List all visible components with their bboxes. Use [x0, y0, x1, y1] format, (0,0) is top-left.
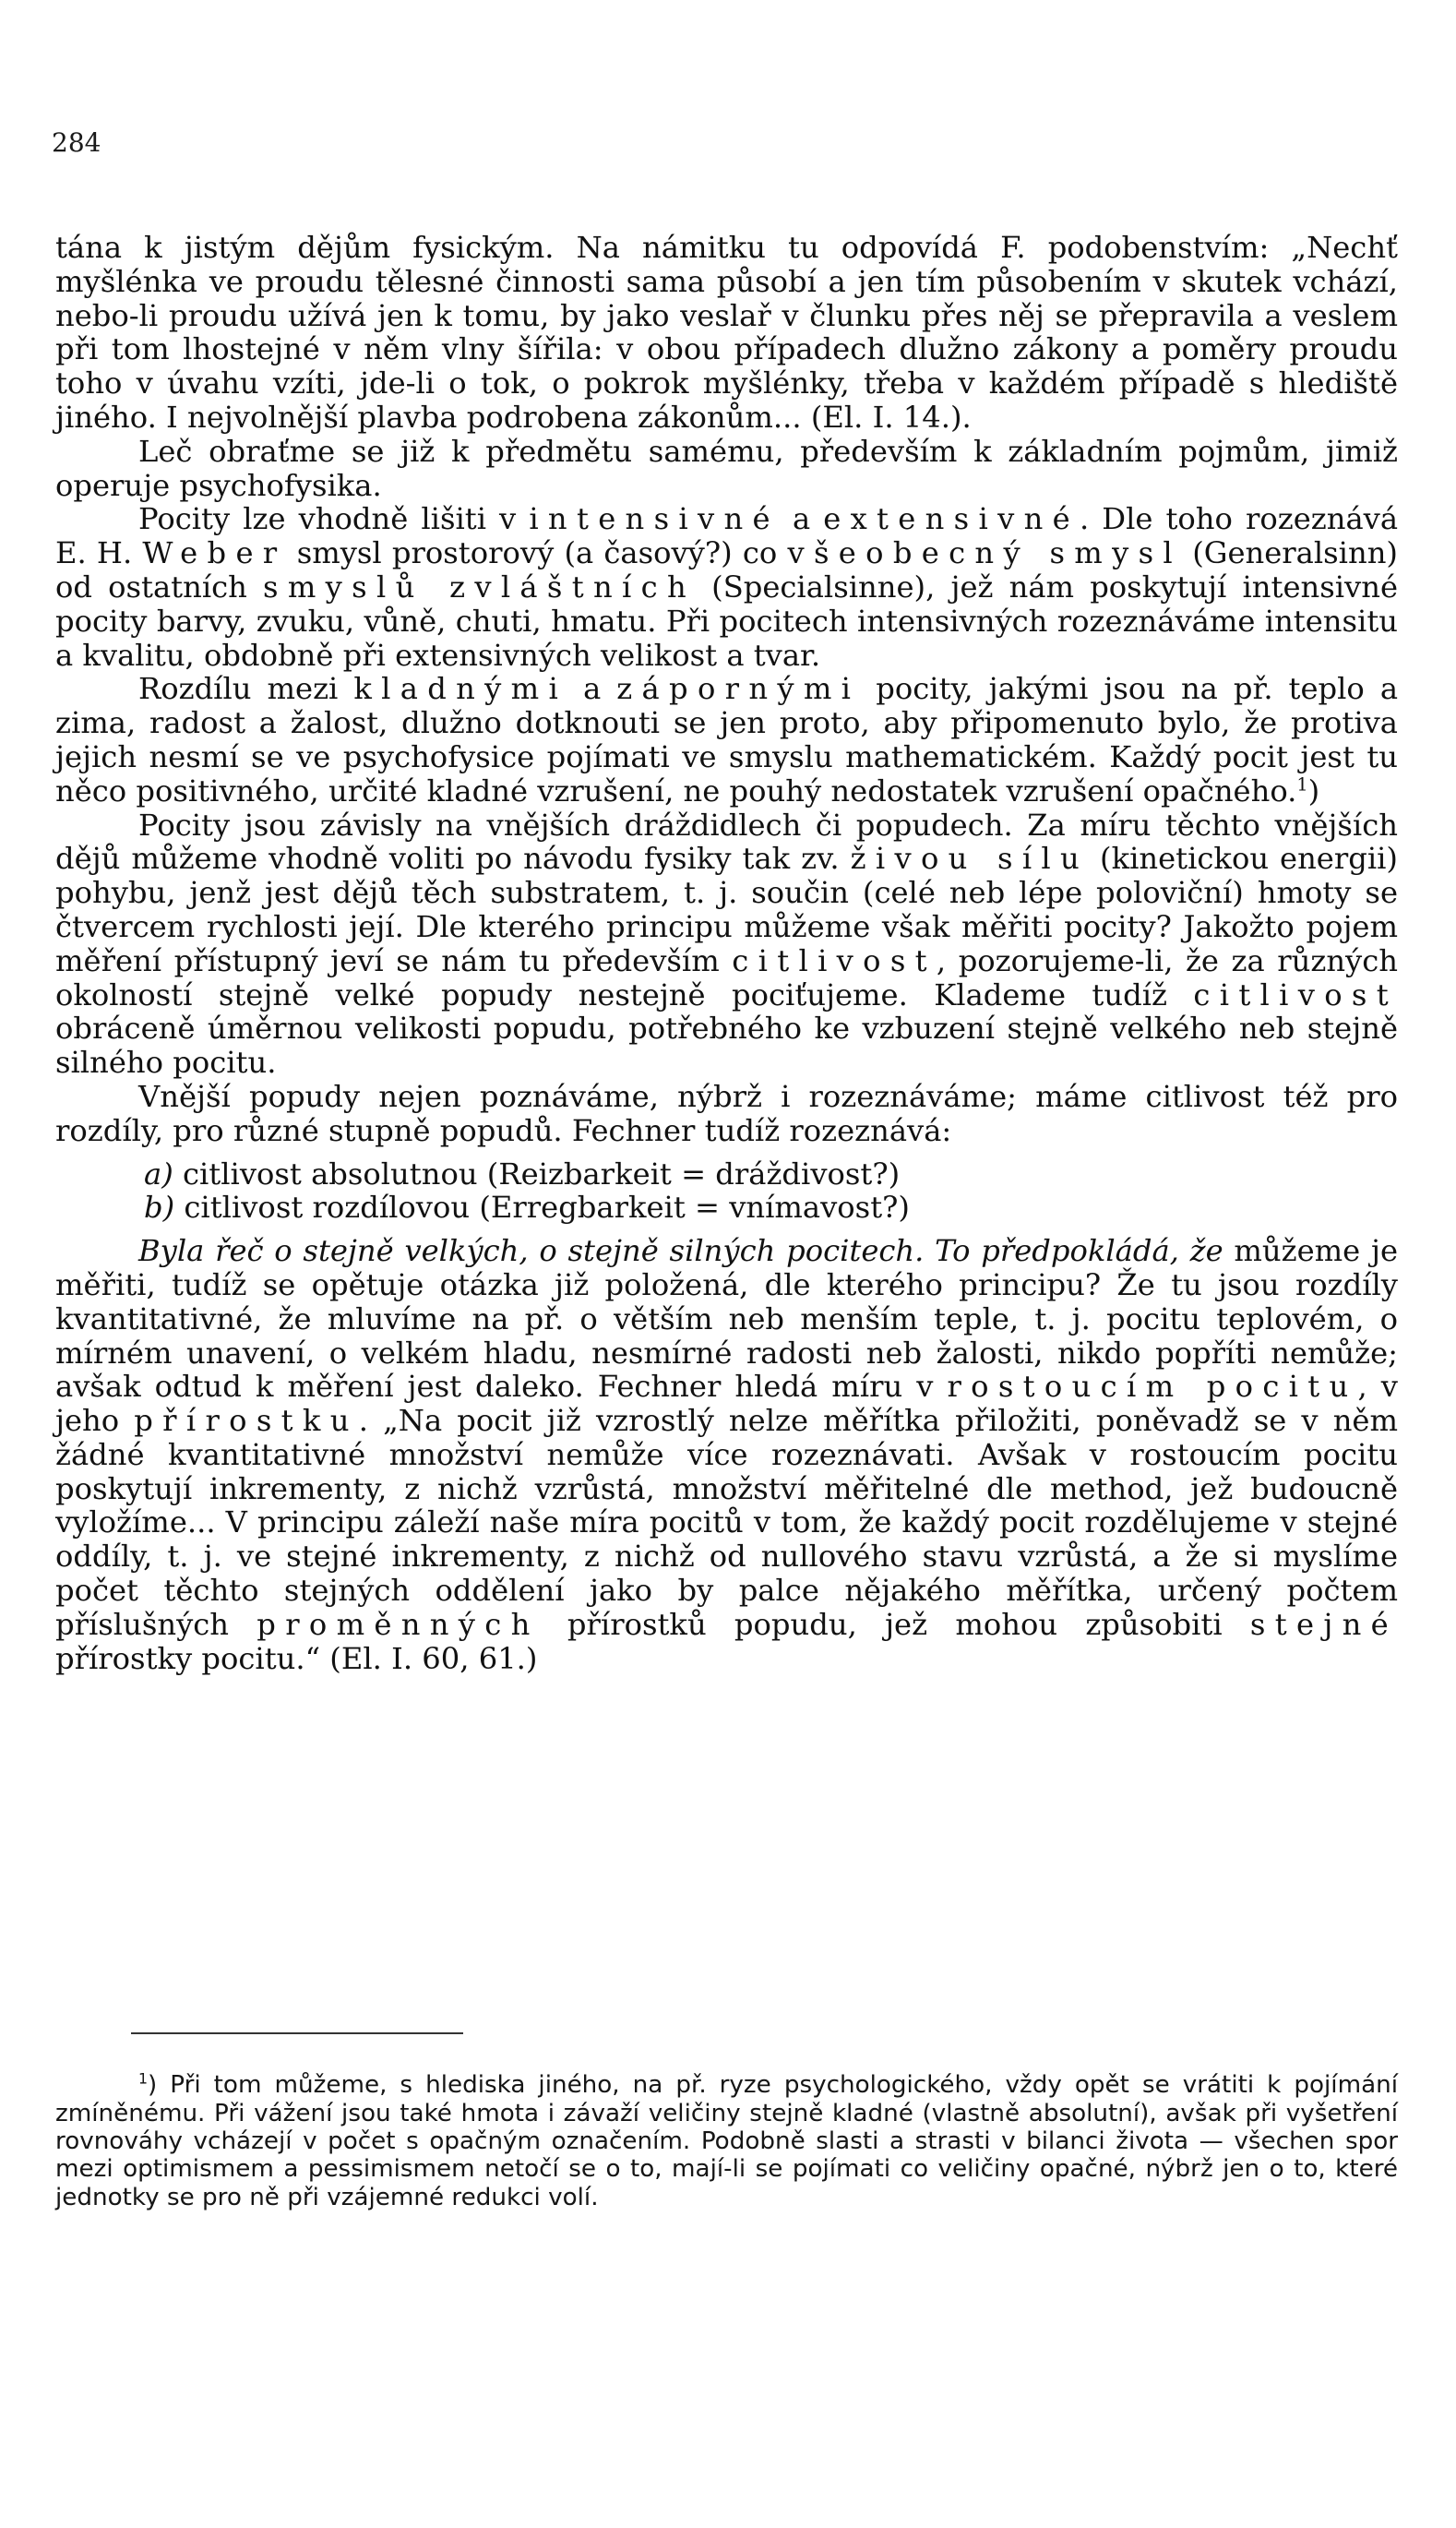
- text-run: pocity, jakými jsou na př. teplo a zima, radost a žalost, dlužno dotknouti se jen proto, aby připomenuto bylo, že protiva jejich nesmí se ve psychofysice pojímati ve smyslu mathematickém. Každý pocit jest tu něco positivného, určité kladné vzrušení, ne pouhý nedostatek vzrušení opačného.: [55, 671, 1399, 809]
- spaced-term: zápornými: [616, 671, 861, 707]
- text-run: Rozdílu mezi: [138, 671, 354, 707]
- list-marker: b): [144, 1190, 175, 1226]
- footnote-divider: [131, 2032, 463, 2034]
- text-run: , v jeho: [55, 1369, 1398, 1439]
- paragraph-4: [55, 672, 1398, 808]
- paragraph-3: [55, 502, 1398, 672]
- text-run: přírostky pocitu.“ (El. I. 60, 61.): [55, 1640, 538, 1676]
- spaced-term: citlivost: [1193, 976, 1398, 1012]
- list-item: [144, 1157, 1398, 1192]
- spaced-term: stejné: [1249, 1606, 1398, 1642]
- page-number: 284: [52, 127, 101, 158]
- spaced-term: extensivné: [823, 501, 1080, 537]
- text-run: a: [779, 501, 824, 537]
- text-run: můžeme je měřiti, tudíž se opětuje otázka již položená, dle kterého principu? Že tu jsou rozdíly kvantitativné, že mluvíme na př. o větším neb menším teple, t. j. pocitu teplovém, o mírném unavení, o velkém hladu, nesmírné radosti neb žalosti, nikdo popříti nemůže; avšak odtud k měření jest daleko. Fechner hledá míru v: [55, 1233, 1398, 1405]
- text-run: (Specialsinne), jež nám poskytují intensivné pocity barvy, zvuku, vůně, chuti, hmatu. Při pocitech intensivných rozeznáváme intensitu a kvalitu, obdobně při extensivných velikost a tvar.: [55, 569, 1398, 673]
- paragraph-2: Leč obraťme se již k předmětu samému, především k základním pojmům, jimiž operuje psychofysika.: [55, 433, 1398, 503]
- paragraph-7: [55, 1234, 1398, 1675]
- paragraph-5: [55, 809, 1398, 1080]
- spaced-term: proměnných: [257, 1606, 540, 1642]
- footnote: [55, 2071, 1398, 2211]
- paragraph-1: tána k jistým dějům fysickým. Na námitku tu odpovídá F. podobenstvím: „Nechť myšlénka ve proudu tělesné činnosti sama působí a jen tím působením v skutek vchází, nebo-li proudu užívá jen k tomu, by jako veslař v člunku přes něj se přepravila a veslem při tom lhostejné v něm vlny šířila: v obou případech dlužno zákony a poměry proudu toho v úvahu vzíti, jde-li o tok, o pokrok myšlénky, třeba v každém případě s hlediště jiného. I nejvolnější plavba podrobena zákonům... (El. I. 14.).: [55, 230, 1398, 435]
- text-run: a: [567, 671, 617, 707]
- italic-text: Byla řeč o stejně velkých, o stejně silných pocitech. To předpokládá, že: [138, 1233, 1223, 1269]
- text-run: (Generalsinn) od ostatních: [55, 535, 1398, 605]
- spaced-term: živou sílu: [850, 841, 1090, 877]
- spaced-term: smyslů zvláštních: [263, 569, 696, 605]
- text-run: (kinetickou energii) pohybu, jenž jest dějů těch substratem, t. j. součin (celé neb lépe poloviční) hmoty se čtvercem rychlosti její. Dle kterého principu můžeme však měřiti pocity? Jakožto pojem měření přístupný jeví se nám tu především: [55, 841, 1398, 978]
- spaced-term: intensivné: [529, 501, 780, 537]
- list-item: [144, 1191, 1398, 1225]
- list-text: citlivost rozdílovou (Erregbarkeit = vnímavost?): [184, 1190, 910, 1226]
- list-marker: a): [144, 1156, 173, 1192]
- spaced-term: Weber: [142, 535, 287, 571]
- spaced-term: rostoucím pocitu: [947, 1369, 1358, 1405]
- body-text: [55, 231, 1398, 1675]
- list-text: citlivost absolutnou (Reizbarkeit = dráždivost?): [182, 1156, 901, 1192]
- text-run: smysl prostorový (a časový?) co: [286, 535, 788, 571]
- footnote-marker: 1: [138, 2069, 149, 2088]
- text-run: ): [1307, 773, 1320, 809]
- spaced-term: všeobecný smysl: [787, 535, 1182, 571]
- text-run: přírostků popudu, jež mohou způsobiti: [539, 1606, 1250, 1642]
- spaced-term: citlivost: [732, 942, 937, 978]
- text-run: obráceně úměrnou velikosti popudu, potřebného ke vzbuzení stejně velkého neb stejně silného pocitu.: [55, 1011, 1398, 1081]
- text-run: . Dle toho rozeznává E. H.: [55, 501, 1399, 571]
- footnote-text: ) Při tom můžeme, s hlediska jiného, na př. ryze psychologického, vždy opět se vrátiti k pojímání zmíněnému. Při vážení jsou také hmota i závaží veličiny stejně kladné (vlastně absolutní), avšak při vyšetření rovnováhy vcházejí v počet s opačným označením. Podobně slasti a strasti v bilanci života — všechen spor mezi optimismem a pessimismem netočí se o to, mají-li se pojímati co veličiny opačné, nýbrž jen o to, které jednotky se pro ně při vzájemné redukci volí.: [55, 2071, 1398, 2211]
- spaced-term: přírostku: [134, 1403, 359, 1439]
- text-run: Pocity jsou závisly na vnějších dráždidlech či popudech. Za míru těchto vnějších dějů můžeme vhodně voliti po návodu fysiky tak zv.: [55, 807, 1398, 877]
- text-run: Pocity lze vhodně lišiti v: [138, 501, 530, 537]
- text-run: . „Na pocit již vzrostlý nelze měřítka přiložiti, poněvadž se v něm žádné kvantitativné množství nemůže více rozeznávati. Avšak v rostoucím pocitu poskytují inkrementy, z nichž vzrůstá, množství měřitelné dle method, jež budoucně vyložíme... V principu záleží naše míra pocitů v tom, že každý pocit rozdělujeme v stejné oddíly, t. j. ve stejné inkrementy, z nichž od nullového stavu vzrůstá, a že si myslíme počet těchto stejných oddělení jako by palce nějakého měřítka, určený počtem příslušných: [55, 1403, 1398, 1642]
- footnote-ref: 1: [1296, 773, 1308, 796]
- spaced-term: kladnými: [353, 671, 568, 707]
- sensitivity-list: [144, 1157, 1398, 1226]
- paragraph-6: Vnější popudy nejen poznáváme, nýbrž i rozeznáváme; máme citlivost též pro rozdíly, pro různé stupně popudů. Fechner tudíž rozeznává:: [55, 1078, 1398, 1148]
- text-run: , pozorujeme-li, že za různých okolností stejně velké popudy nestejně pociťujeme. Klademe tudíž: [55, 942, 1398, 1012]
